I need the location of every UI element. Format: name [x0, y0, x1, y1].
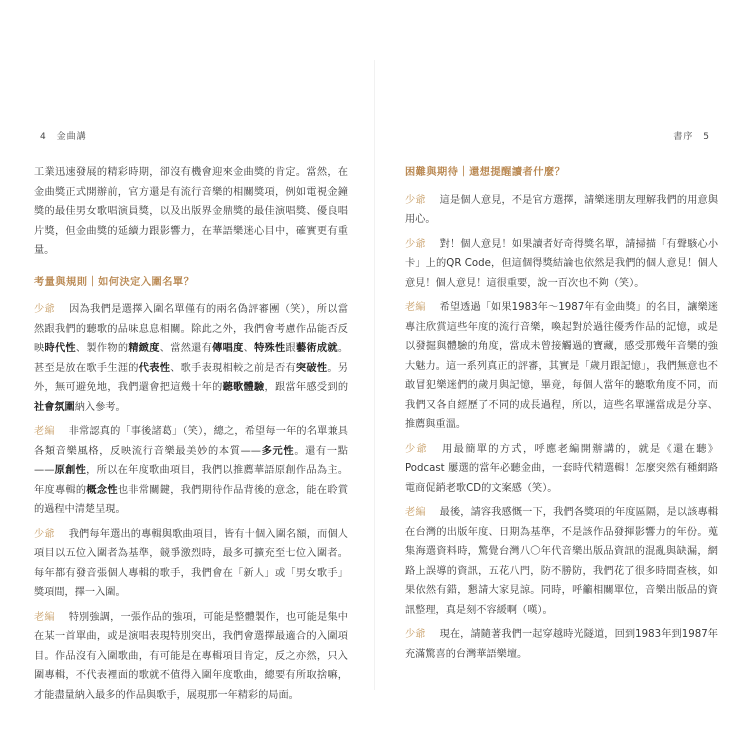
- emphasized-term: 傳唱度: [212, 343, 244, 354]
- text-segment: 非常認真的「事後諸葛」（笑），總之，希望每一年的名單兼具各類音樂風格，反映流行音樂最美妙的本質——: [34, 426, 348, 457]
- emphasized-term: 聽歌體驗: [222, 382, 265, 393]
- text-segment: 納入參考。: [74, 401, 126, 413]
- emphasized-term: 藝術成就: [295, 343, 338, 354]
- emphasized-term: 原創性: [54, 465, 87, 476]
- dialogue-paragraph: [34, 422, 348, 520]
- section-heading-expectations: 困難與期待｜還想提醒讀者什麼？: [405, 167, 566, 178]
- text-segment: 、: [243, 343, 255, 354]
- dialogue-paragraph: [34, 608, 348, 706]
- emphasized-term: 社會氛圍: [34, 401, 75, 413]
- dialogue-paragraph: [405, 235, 718, 294]
- emphasized-term: 突破性: [295, 362, 328, 374]
- emphasized-term: 概念性: [86, 484, 118, 496]
- text-segment: 這是個人意見，不是官方選擇，請樂迷朋友理解我們的用意與用心。: [405, 194, 719, 225]
- intro-paragraph: 工業迅速發展的精彩時期，卻沒有機會迎來金曲獎的肯定。當然，在金曲獎正式開辦前，官方還是有流行音樂的相關獎項，例如電視金鐘獎的最佳男女歌唱演員獎，以及出版界金鼎獎的最佳演唱獎、優良唱片獎，但金曲獎的延續力跟影響力，在華語樂迷心目中，確實更有重量。: [34, 167, 348, 256]
- text-segment: 因為我們是選擇入圍名單僅有的兩名偽評審團（笑），所以當然跟我們的聽歌的品味息息相關。除此之外，我們會考慮作品能否反映: [34, 304, 349, 354]
- text-segment: 希望透過「如果1983年～1987年有金曲獎」的名目，讓樂迷專注欣賞這些年度的流行音樂，喚起對於過往優秀作品的記憶，或是以發掘與體驗的角度，當成未曾接觸過的寶藏，感受那幾年音樂的強大魅力。這一系列真正的評審，其實是「歲月跟記憶」，我們無意也不敢冒犯樂迷們的歲月與記憶，畢竟，每個人當年的聽歌角度不同，而我們又各自經歷了不同的成長過程，所以，這些名單謹當成是分享、推薦與重溫。: [405, 302, 718, 430]
- right-running-head-title: 書序: [673, 132, 694, 142]
- right-page: [375, 0, 750, 750]
- text-segment: 。另外，無可避免地，我們還會把這幾十年的: [34, 362, 349, 393]
- speaker-label: 少爺: [34, 528, 55, 540]
- right-dialogue-list: [405, 191, 718, 665]
- text-segment: 、歌手表現相較之前是否有: [170, 362, 296, 374]
- speaker-label: 老編: [405, 507, 426, 518]
- dialogue-paragraph: [405, 625, 718, 664]
- text-segment: 用最簡單的方式，呼應老編開辦講的，就是《還在聽》Podcast 屢選的當年必聽金曲，一套時代精選輯！怎麼突然有種網路電商促銷老歌CD的文案感（笑）。: [405, 443, 719, 494]
- emphasized-term: 精緻度: [128, 343, 160, 354]
- text-segment: 。甚至是放在歌手生涯的: [34, 343, 349, 374]
- text-segment: 最後，請容我感慨一下，我們各獎項的年度區隔，是以該專輯在台灣的出版年度、日期為基準，不是該作品發揮影響力的年份。蒐集海選資料時，驚覺台灣八〇年代音樂出版品資訊的混亂與缺漏，網路上誤導的資訊，五花八門，防不勝防，我們花了很多時間查核，如果依然有錯，懇請大家見諒。同時，呼籲相關單位，音樂出版品的資訊整理，真是刻不容緩啊（嘆）。: [405, 507, 719, 616]
- text-segment: 。還有一點——: [34, 445, 348, 476]
- left-running-head-title: 金曲講: [56, 132, 87, 142]
- left-dialogue-list: [34, 300, 348, 705]
- left-running-head: [34, 129, 87, 142]
- speaker-label: 少爺: [34, 304, 56, 315]
- speaker-label: 老編: [34, 611, 55, 623]
- speaker-label: 少爺: [405, 194, 426, 206]
- dialogue-paragraph: [405, 191, 718, 230]
- text-segment: 、當然還有: [159, 343, 213, 354]
- text-segment: 跟: [285, 343, 296, 354]
- text-segment: 也非常關鍵，我們期待作品背後的意念，能在聆賞的過程中清楚呈現。: [34, 484, 349, 515]
- speaker-label: 老編: [405, 302, 426, 313]
- text-segment: ，跟當年感受到的: [264, 382, 349, 393]
- dialogue-paragraph: [405, 440, 718, 499]
- text-segment: 對！個人意見！如果讀者好奇得獎名單，請掃描「有聲駭心小卡」上的QR Code，但這個得獎結論也依然是我們的個人意見！個人意見！個人意見！這很重要，說一百次也不夠（笑）。: [405, 238, 719, 289]
- emphasized-term: 代表性: [138, 362, 171, 374]
- section-heading-criteria: 考量與規則｜如何決定入圍名單？: [34, 276, 195, 288]
- emphasized-term: 多元性: [261, 445, 295, 457]
- speaker-label: 少爺: [405, 443, 429, 455]
- speaker-label: 少爺: [405, 629, 426, 640]
- dialogue-paragraph: [405, 503, 718, 620]
- left-text-column: [34, 163, 348, 710]
- text-segment: 現在，請隨著我們一起穿越時光隧道，回到1983年到1987年充滿驚喜的台灣華語樂壇。: [405, 629, 718, 660]
- left-page-number: 4: [40, 132, 47, 142]
- text-segment: 我們每年選出的專輯與歌曲項目，皆有十個入圍名額，而個人項目以五位入圍者為基準，競爭激烈時，最多可擴充至七位入圍者。每年都有發音張個人專輯的歌手，我們會在「新人」或「男女歌手」獎項間，擇一入圍。: [34, 528, 348, 598]
- text-segment: 、製作物的: [75, 343, 129, 354]
- right-text-column: [405, 163, 718, 669]
- emphasized-term: 時代性: [44, 343, 76, 354]
- right-running-head: [673, 129, 716, 142]
- speaker-label: 少爺: [405, 238, 426, 250]
- dialogue-paragraph: [405, 298, 718, 435]
- text-segment: 特別強調，一張作品的強項，可能是整體製作，也可能是集中在某一首單曲，或是演唱表現特別突出，我們會選擇最適合的入圍項目。作品沒有入圍歌曲，有可能是在專輯項目肯定，反之亦然，只入圍專輯，不代表裡面的歌就不值得入圍年度歌曲，總要有所取捨嘛，才能盡量納入最多的作品與歌手，展現那一年精彩的局面。: [34, 611, 348, 701]
- speaker-label: 老編: [34, 426, 55, 437]
- emphasized-term: 特殊性: [254, 343, 286, 354]
- dialogue-paragraph: [34, 525, 348, 603]
- text-segment: ，所以在年度歌曲項目，我們以推薦華語原創作品為主。年度專輯的: [34, 465, 349, 496]
- dialogue-paragraph: [34, 300, 348, 417]
- right-page-number: 5: [703, 132, 710, 142]
